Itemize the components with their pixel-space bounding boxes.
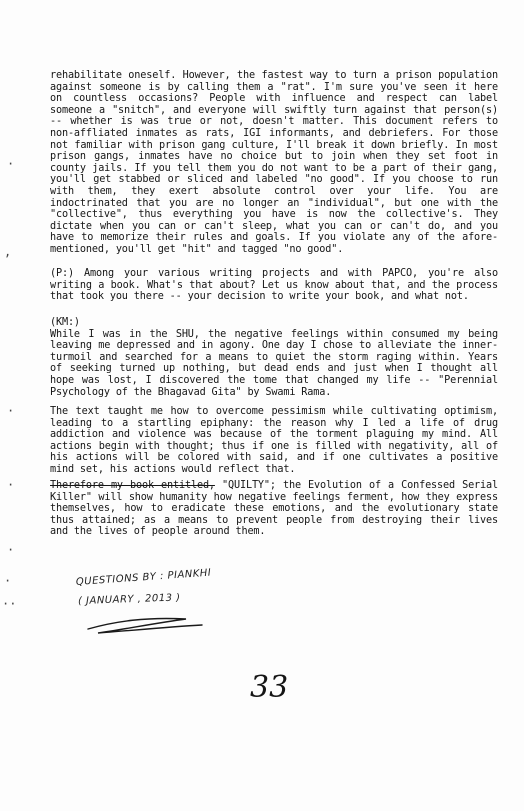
paragraph-text: The text taught me how to overcome pessimism while cultivating optimism, leading to a startling epiphany: the reason why I led a life of drug addiction and violence was because of the torment plaguing my mind. All actions begin with thought; thus if one is filled with negativity, all of his actions will be colored with said, and if one cultivates a positive mind set, his actions would reflect that. [50,406,498,475]
margin-mark: · [7,543,15,557]
paragraph-question [50,268,498,303]
paragraph-book [50,480,498,538]
margin-mark: · [7,404,15,418]
paragraph-answer [50,317,498,398]
page-number: 33 [250,670,289,705]
margin-mark: · [7,157,15,171]
paragraph-text-taught [50,406,498,476]
handwritten-questions-by: QUESTIONS BY : PIANKHI [75,567,212,588]
margin-mark: , [4,245,12,259]
answer-text: While I was in the SHU, the negative feelings within consumed my being leaving me depressed and in agony. One day I chose to alleviate the inner-turmoil and searched for a means to quiet the storm raging within. Years of seeking turned up nothing, but dead ends and just when I thought all hope was lost, I discovered the tome that changed my life -- "Perennial Psychology of the Bhagavad Gita" by Swami Rama. [50,328,498,398]
handwritten-date: ( JANUARY , 2013 ) [77,592,181,607]
handwritten-note [75,567,296,637]
margin-mark: ·· [2,597,17,611]
signature-flourish [86,611,206,637]
question-text: (P:) Among your various writing projects and with PAPCO, you're also writing a book. What's that about? Let us know about that, and the process that took you there -- your decision to write your book, and what not. [50,268,498,303]
margin-mark: · [7,478,15,492]
margin-mark: · [4,574,12,588]
struck-text: Therefore my book entitled, [50,480,215,491]
paragraph-text: rehabilitate oneself. However, the fastest way to turn a prison population against someone is by calling them a "rat". I'm sure you've seen it here on countless occasions? People with influence and respect can label someone a "snitch", and everyone will swiftly turn against that person(s) -- whether is was true or not, doesn't matter. This document refers to non-affliated inmates as rats, IGI informants, and debriefers. For those not familiar with prison gang culture, I'll break it down briefly. In most prison gangs, inmates have no choice but to join when they set foot in county jails. If you tell them you do not want to be a part of their gang, you'll get stabbed or sliced and labeled "no good". If you choose to run with them, they exert absolute control over your life. You are indoctrinated that you are no longer an "individual", but one with the "collective", thus everything you have is now the collective's. They dictate when you can or can't sleep, what you can or can't do, and you have to memorize their rules and goals. If you violate any of the afore-mentioned, you'll get "hit" and tagged "no good". [50,70,498,255]
paragraph-prison-gangs [50,70,498,256]
answer-label: (KM:) [50,317,80,328]
paragraph-text: "QUILTY"; the Evolution of a Confessed Serial Killer" will show humanity how negative feelings ferment, how they express themselves, how to eradicate these emotions, and the evolutionary state thus attained; as a means to prevent people from destroying their lives and the lives of people around them. [50,480,498,538]
